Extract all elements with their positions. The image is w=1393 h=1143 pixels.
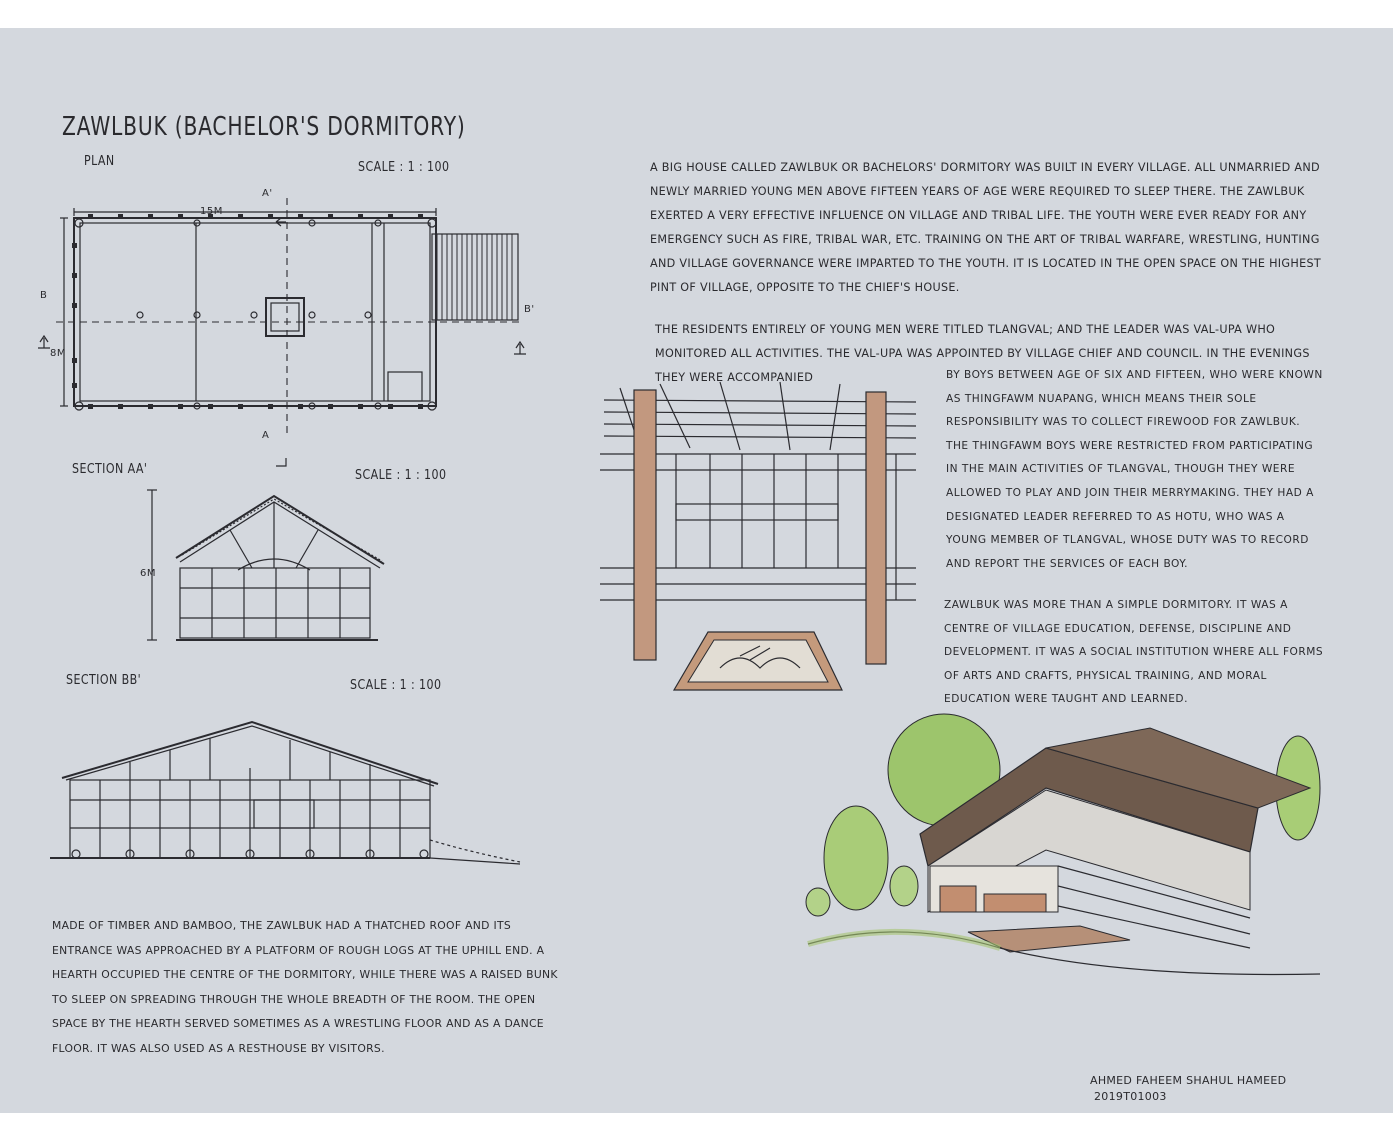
plan-depth-dimension: 8M [50,348,66,359]
plan-section-mark-a-bottom: A [262,430,270,441]
section-aa-scale: SCALE : 1 : 100 [355,468,447,483]
plan-section-mark-b-right: B' [524,304,535,315]
author-name: AHMED FAHEEM SHAHUL HAMEED [1090,1074,1287,1087]
exterior-perspective-sketch [0,28,1340,968]
section-aa-height-dimension: 6M [140,568,156,579]
plan-width-dimension: 15M [200,206,223,217]
section-aa-label: SECTION AA' [72,462,148,477]
section-bb-scale: SCALE : 1 : 100 [350,678,442,693]
plan-label: PLAN [84,154,115,169]
significance-paragraph: ZAWLBUK WAS MORE THAN A SIMPLE DORMITORY. IT WAS A CENTRE OF VILLAGE EDUCATION, DEFENSE, DISCIPLINE AND DEVELOPMENT. IT WAS A SOCIAL INSTITUTION WHERE ALL FORMS OF ARTS AND CRAFTS, PHYSICAL TRAINING, AND MORAL EDUCATION WERE TAUGHT AND LEARNED. [944,599,1324,706]
construction-description: MADE OF TIMBER AND BAMBOO, THE ZAWLBUK HAD A THATCHED ROOF AND ITS ENTRANCE WAS APPROACHED BY A PLATFORM OF ROUGH LOGS AT THE UPHILL END. A HEARTH OCCUPIED THE CENTRE OF THE DORMITORY, WHILE THERE WAS A RAISED BUNK TO SLEEP ON SPREADING THROUGH THE WHOLE BREADTH OF THE ROOM. THE OPEN SPACE BY THE HEARTH SERVED SOMETIMES AS A WRESTLING FLOOR AND AS A DANCE FLOOR. IT WAS ALSO USED AS A RESTHOUSE BY VISITORS. [52,919,558,1055]
residents-paragraph-intro: THE RESIDENTS ENTIRELY OF YOUNG MEN WERE TITLED TLANGVAL; AND THE LEADER WAS VAL-UPA WHO MONITORED ALL ACTIVITIES. THE VAL-UPA WAS APPOINTED BY VILLAGE CHIEF AND COUNCIL. IN THE EVENINGS THEY WERE ACCOMPANIED [655,323,1310,384]
plan-scale: SCALE : 1 : 100 [358,160,450,175]
page-title: ZAWLBUK (BACHELOR'S DORMITORY) [62,112,466,142]
section-bb-label: SECTION BB' [66,673,142,688]
drawing-sheet [0,28,1393,1113]
history-paragraph: A BIG HOUSE CALLED ZAWLBUK OR BACHELORS' DORMITORY WAS BUILT IN EVERY VILLAGE. ALL UNMARRIED AND NEWLY MARRIED YOUNG MEN ABOVE FIFTEEN YEARS OF AGE WERE REQUIRED TO SLEEP THERE. THE ZAWLBUK EXERTED A VERY EFFECTIVE INFLUENCE ON VILLAGE AND TRIBAL LIFE. THE YOUTH WERE EVER READY FOR ANY EMERGENCY SUCH AS FIRE, TRIBAL WAR, ETC. TRAINING ON THE ART OF TRIBAL WARFARE, WRESTLING, HUNTING AND VILLAGE GOVERNANCE WERE IMPARTED TO THE YOUTH. IT IS LOCATED IN THE OPEN SPACE ON THE HIGHEST PINT OF VILLAGE, OPPOSITE TO THE CHIEF'S HOUSE. [650,161,1321,294]
residents-paragraph-continued: BY BOYS BETWEEN AGE OF SIX AND FIFTEEN, WHO WERE KNOWN AS THINGFAWM NUAPANG, WHICH MEANS THEIR SOLE RESPONSIBILITY WAS TO COLLECT FIREWOOD FOR ZAWLBUK. THE THINGFAWM BOYS WERE RESTRICTED FROM PARTICIPATING IN THE MAIN ACTIVITIES OF TLANGVAL, THOUGH THEY WERE ALLOWED TO PLAY AND JOIN THEIR MERRYMAKING. THEY HAD A DESIGNATED LEADER REFERRED TO AS HOTU, WHO WAS A YOUNG MEMBER OF TLANGVAL, WHOSE DUTY WAS TO RECORD AND REPORT THE SERVICES OF EACH BOY. [946,369,1323,570]
author-id: 2019T01003 [1094,1090,1167,1103]
plan-section-mark-a-top: A' [262,188,273,199]
plan-section-mark-b-left: B [40,290,48,301]
